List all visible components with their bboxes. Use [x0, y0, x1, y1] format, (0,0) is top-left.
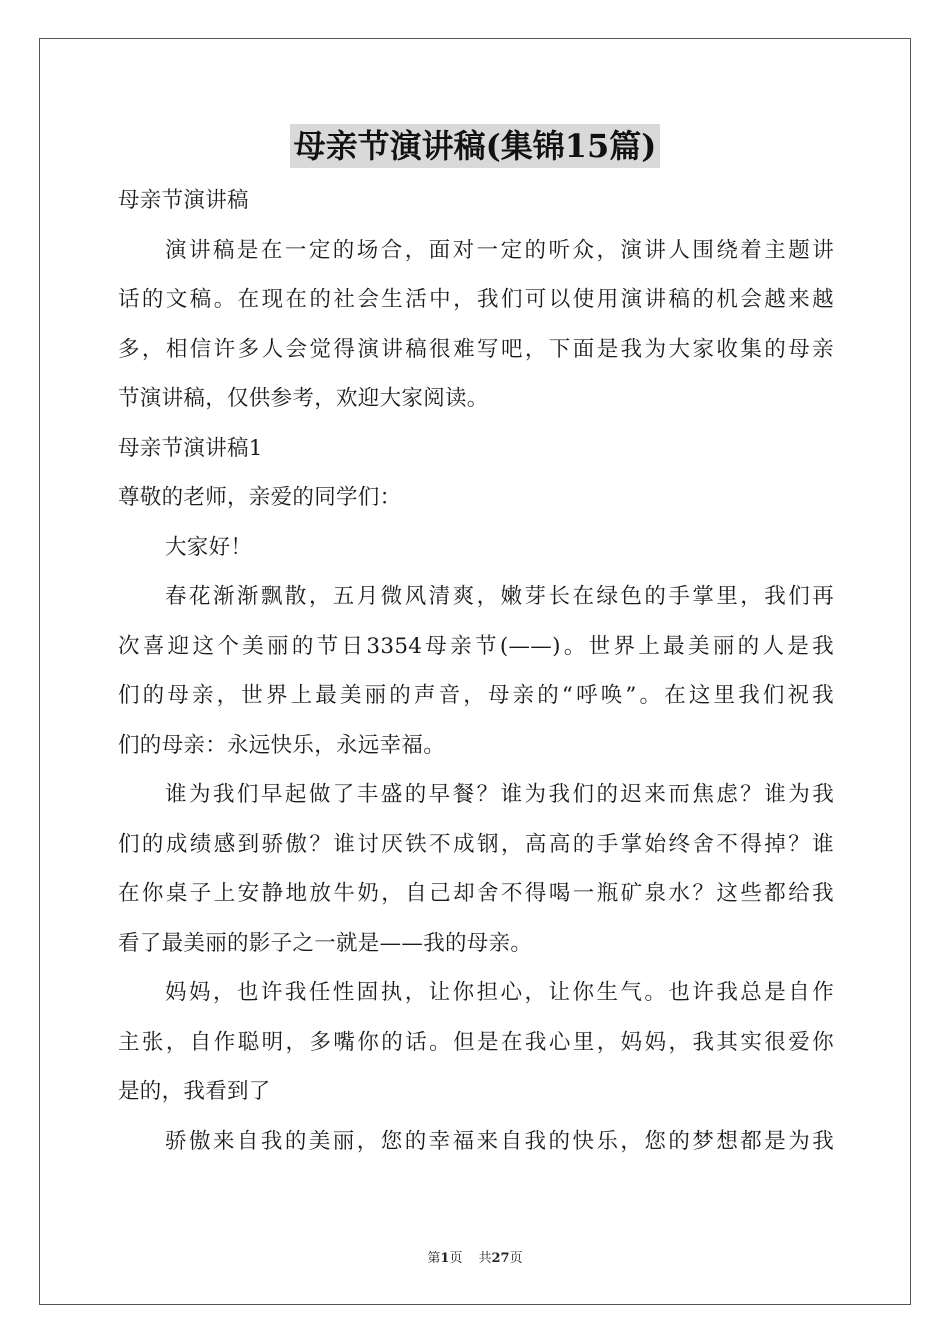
greeting: 大家好！ — [165, 534, 253, 560]
body-line: 春花渐渐飘散，五月微风清爽，嫩芽长在绿色的手掌里，我们再 — [165, 584, 834, 609]
body-line: 妈妈，也许我任性固执，让你担心，让你生气。也许我总是自作 — [165, 980, 834, 1005]
body-line: 主张，自作聪明，多嘴你的话。但是在我心里，妈妈，我其实很爱你 — [118, 1029, 834, 1055]
body-line: 在你桌子上安静地放牛奶，自己却舍不得喝一瓶矿泉水？这些都给我 — [118, 881, 834, 906]
total-prefix: 共 — [478, 1251, 492, 1266]
body-line: 演讲稿是在一定的场合，面对一定的听众，演讲人围绕着主题讲 — [165, 237, 834, 263]
body-line: 看了最美丽的影子之一就是——我的母亲。 — [118, 930, 533, 956]
page-prefix: 第 — [427, 1251, 441, 1266]
body-line: 次喜迎这个美丽的节日3354母亲节(——)。世界上最美丽的人是我 — [118, 633, 834, 659]
body-line: 是的，我看到了 — [118, 1079, 271, 1104]
total-suffix: 页 — [509, 1251, 523, 1266]
body-line: 们的母亲：永远快乐，永远幸福。 — [118, 732, 446, 758]
body-line: 母亲节演讲稿 — [118, 188, 249, 213]
title-area — [0, 124, 950, 168]
page-number: 1 — [440, 1251, 450, 1266]
page-footer — [0, 1247, 950, 1266]
body-line: 们的母亲，世界上最美丽的声音，母亲的“呼唤”。在这里我们祝我 — [118, 683, 834, 708]
salutation: 尊敬的老师，亲爱的同学们： — [118, 485, 402, 510]
body-line: 节演讲稿，仅供参考，欢迎大家阅读。 — [118, 386, 489, 411]
document-title: 母亲节演讲稿(集锦15篇) — [290, 124, 661, 168]
body-line: 多，相信许多人会觉得演讲稿很难写吧，下面是我为大家收集的母亲 — [118, 336, 834, 362]
body-line: 谁为我们早起做了丰盛的早餐？谁为我们的迟来而焦虑？谁为我 — [165, 782, 834, 807]
section-heading: 母亲节演讲稿1 — [118, 435, 263, 461]
body-line: 话的文稿。在现在的社会生活中，我们可以使用演讲稿的机会越来越 — [118, 287, 834, 312]
page-suffix: 页 — [449, 1251, 463, 1266]
body-line: 们的成绩感到骄傲？谁讨厌铁不成钢，高高的手掌始终舍不得掉？谁 — [118, 831, 834, 857]
body-line: 骄傲来自我的美丽，您的幸福来自我的快乐，您的梦想都是为我 — [165, 1128, 834, 1154]
total-pages: 27 — [491, 1251, 510, 1266]
document-body — [118, 176, 834, 1166]
